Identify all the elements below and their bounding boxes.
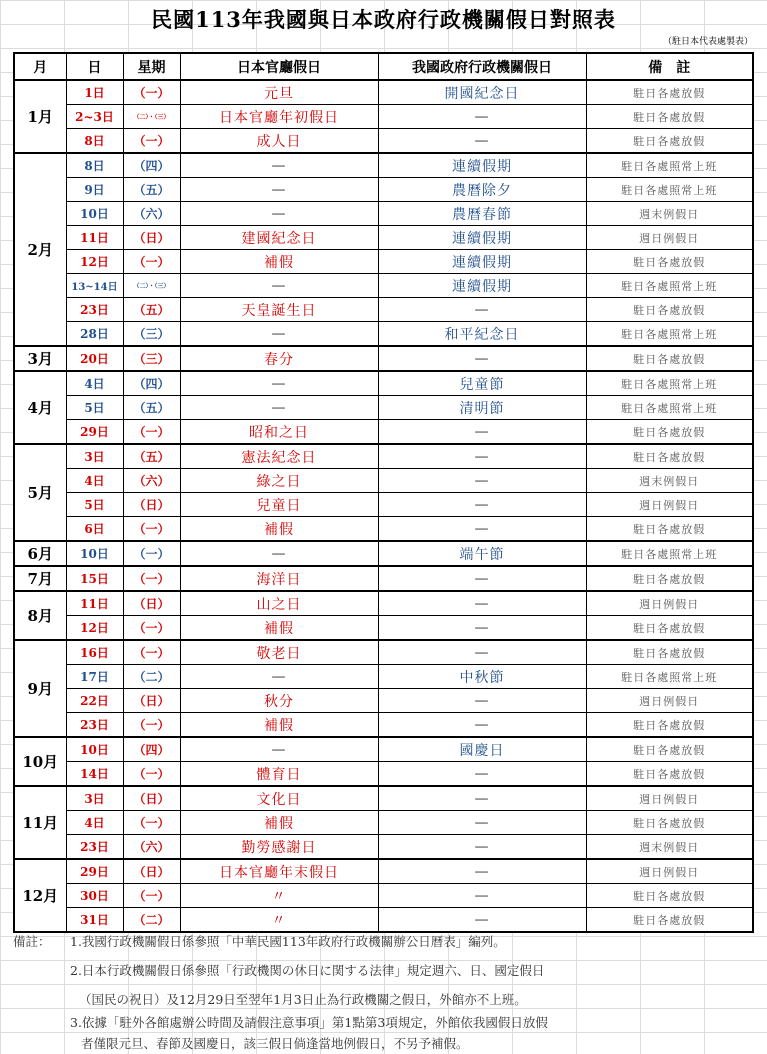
note-cell: 駐日各處放假: [586, 566, 753, 591]
day-cell: 14日: [66, 762, 123, 787]
day-cell: 31日: [66, 908, 123, 933]
tw-holiday-cell: 清明節: [378, 396, 586, 420]
day-cell: 4日: [66, 469, 123, 493]
jp-holiday-cell: 日本官廳年末假日: [180, 859, 378, 884]
weekday-cell: （二）: [123, 908, 180, 933]
remark-line-3: （国民の祝日）及12月29日至翌年1月3日止為行政機關之假日，外館亦不上班。: [79, 992, 527, 1007]
table-row: [14, 396, 753, 420]
month-cell: 1月: [14, 80, 66, 153]
tw-holiday-cell: —: [378, 298, 586, 322]
tw-holiday-cell: —: [378, 420, 586, 445]
table-row: [14, 274, 753, 298]
tw-holiday-cell: —: [378, 444, 586, 469]
weekday-cell: （日）: [123, 226, 180, 250]
jp-holiday-cell: 補假: [180, 713, 378, 738]
table-row: [14, 566, 753, 591]
table-row: [14, 541, 753, 566]
weekday-cell: （日）: [123, 859, 180, 884]
jp-holiday-cell: 昭和之日: [180, 420, 378, 445]
table-row: [14, 737, 753, 762]
weekday-cell: （日）: [123, 591, 180, 616]
table-row: [14, 298, 753, 322]
remark-line-2: 2.日本行政機關假日係參照「行政機関の休日に関する法律」規定週六、日、國定假日: [70, 963, 545, 978]
month-cell: 8月: [14, 591, 66, 640]
table-row: [14, 493, 753, 517]
jp-holiday-cell: 憲法紀念日: [180, 444, 378, 469]
weekday-cell: （一）: [123, 713, 180, 738]
remarks-label: 備註：: [13, 934, 51, 949]
weekday-cell: （四）: [123, 153, 180, 178]
note-cell: 駐日各處放假: [586, 517, 753, 542]
day-cell: 12日: [66, 616, 123, 641]
month-cell: 6月: [14, 541, 66, 566]
jp-holiday-cell: 海洋日: [180, 566, 378, 591]
weekday-cell: （一）: [123, 640, 180, 665]
table-row: [14, 420, 753, 445]
note-cell: 週日例假日: [586, 591, 753, 616]
day-cell: 3日: [66, 444, 123, 469]
jp-holiday-cell: 敬老日: [180, 640, 378, 665]
jp-holiday-cell: —: [180, 541, 378, 566]
weekday-cell: （日）: [123, 689, 180, 713]
day-cell: 1日: [66, 80, 123, 105]
weekday-cell: （四）: [123, 371, 180, 396]
month-cell: 12月: [14, 859, 66, 932]
table-row: [14, 371, 753, 396]
tw-holiday-cell: 中秋節: [378, 665, 586, 689]
note-cell: 駐日各處放假: [586, 346, 753, 371]
tw-holiday-cell: 開國紀念日: [378, 80, 586, 105]
tw-holiday-cell: 和平紀念日: [378, 322, 586, 347]
note-cell: 駐日各處放假: [586, 884, 753, 908]
jp-holiday-cell: —: [180, 737, 378, 762]
table-row: [14, 786, 753, 811]
table-row: [14, 80, 753, 105]
note-cell: 駐日各處放假: [586, 713, 753, 738]
tw-holiday-cell: —: [378, 346, 586, 371]
note-cell: 週末例假日: [586, 835, 753, 860]
jp-holiday-cell: 勤勞感謝日: [180, 835, 378, 860]
weekday-cell: （五）: [123, 396, 180, 420]
table-row: [14, 153, 753, 178]
weekday-cell: （六）: [123, 469, 180, 493]
jp-holiday-cell: —: [180, 274, 378, 298]
weekday-cell: （一）: [123, 884, 180, 908]
header-month: 月: [14, 53, 66, 80]
remark-line-1: 1.我國行政機關假日係參照「中華民國113年政府行政機關辦公日曆表」編列。: [70, 934, 506, 949]
table-row: [14, 202, 753, 226]
note-cell: 駐日各處照常上班: [586, 153, 753, 178]
jp-holiday-cell: —: [180, 371, 378, 396]
header-note: 備 註: [586, 53, 753, 80]
weekday-cell: （二）・（三）: [123, 105, 180, 129]
note-cell: 駐日各處放假: [586, 908, 753, 933]
weekday-cell: （三）: [123, 322, 180, 347]
table-row: [14, 859, 753, 884]
note-cell: 週末例假日: [586, 469, 753, 493]
table-row: [14, 517, 753, 542]
jp-holiday-cell: 兒童日: [180, 493, 378, 517]
weekday-cell: （一）: [123, 250, 180, 274]
day-cell: 2~3日: [66, 105, 123, 129]
jp-holiday-cell: —: [180, 396, 378, 420]
day-cell: 6日: [66, 517, 123, 542]
jp-holiday-cell: 〃: [180, 884, 378, 908]
month-cell: 3月: [14, 346, 66, 371]
note-cell: 駐日各處照常上班: [586, 178, 753, 202]
weekday-cell: （六）: [123, 202, 180, 226]
weekday-cell: （六）: [123, 835, 180, 860]
jp-holiday-cell: 體育日: [180, 762, 378, 787]
jp-holiday-cell: 元旦: [180, 80, 378, 105]
day-cell: 8日: [66, 129, 123, 154]
weekday-cell: （四）: [123, 737, 180, 762]
jp-holiday-cell: 秋分: [180, 689, 378, 713]
holiday-table: [13, 52, 754, 933]
note-cell: 駐日各處放假: [586, 298, 753, 322]
tw-holiday-cell: 連續假期: [378, 250, 586, 274]
table-row: [14, 640, 753, 665]
day-cell: 5日: [66, 396, 123, 420]
jp-holiday-cell: 春分: [180, 346, 378, 371]
tw-holiday-cell: —: [378, 105, 586, 129]
weekday-cell: （五）: [123, 444, 180, 469]
day-cell: 9日: [66, 178, 123, 202]
header-tw-holiday: 我國政府行政機關假日: [378, 53, 586, 80]
weekday-cell: （日）: [123, 786, 180, 811]
jp-holiday-cell: 建國紀念日: [180, 226, 378, 250]
note-cell: 駐日各處放假: [586, 811, 753, 835]
jp-holiday-cell: 補假: [180, 517, 378, 542]
jp-holiday-cell: —: [180, 202, 378, 226]
note-cell: 駐日各處照常上班: [586, 322, 753, 347]
page-subtitle: （駐日本代表處製表）: [662, 37, 753, 47]
day-cell: 23日: [66, 298, 123, 322]
month-cell: 9月: [14, 640, 66, 737]
page-title: 民國113年我國與日本政府行政機關假日對照表: [151, 7, 616, 32]
table-row: [14, 444, 753, 469]
jp-holiday-cell: 天皇誕生日: [180, 298, 378, 322]
day-cell: 13~14日: [66, 274, 123, 298]
tw-holiday-cell: —: [378, 469, 586, 493]
tw-holiday-cell: —: [378, 566, 586, 591]
tw-holiday-cell: —: [378, 689, 586, 713]
table-row: [14, 226, 753, 250]
tw-holiday-cell: 農曆除夕: [378, 178, 586, 202]
tw-holiday-cell: —: [378, 493, 586, 517]
table-row: [14, 322, 753, 347]
day-cell: 23日: [66, 713, 123, 738]
tw-holiday-cell: 國慶日: [378, 737, 586, 762]
day-cell: 11日: [66, 226, 123, 250]
day-cell: 30日: [66, 884, 123, 908]
tw-holiday-cell: —: [378, 835, 586, 860]
tw-holiday-cell: —: [378, 640, 586, 665]
day-cell: 12日: [66, 250, 123, 274]
table-row: [14, 616, 753, 641]
tw-holiday-cell: —: [378, 908, 586, 933]
day-cell: 23日: [66, 835, 123, 860]
jp-holiday-cell: 日本官廳年初假日: [180, 105, 378, 129]
day-cell: 5日: [66, 493, 123, 517]
table-row: [14, 762, 753, 787]
day-cell: 4日: [66, 811, 123, 835]
note-cell: 週日例假日: [586, 859, 753, 884]
tw-holiday-cell: —: [378, 129, 586, 154]
table-row: [14, 591, 753, 616]
day-cell: 15日: [66, 566, 123, 591]
day-cell: 29日: [66, 420, 123, 445]
day-cell: 11日: [66, 591, 123, 616]
day-cell: 16日: [66, 640, 123, 665]
tw-holiday-cell: 連續假期: [378, 226, 586, 250]
weekday-cell: （一）: [123, 517, 180, 542]
jp-holiday-cell: 綠之日: [180, 469, 378, 493]
note-cell: 駐日各處放假: [586, 737, 753, 762]
table-row: [14, 665, 753, 689]
jp-holiday-cell: 補假: [180, 616, 378, 641]
month-cell: 11月: [14, 786, 66, 859]
table-row: [14, 105, 753, 129]
weekday-cell: （一）: [123, 80, 180, 105]
weekday-cell: （一）: [123, 811, 180, 835]
weekday-cell: （一）: [123, 616, 180, 641]
tw-holiday-cell: —: [378, 811, 586, 835]
weekday-cell: （五）: [123, 178, 180, 202]
day-cell: 20日: [66, 346, 123, 371]
header-weekday: 星期: [123, 53, 180, 80]
jp-holiday-cell: 〃: [180, 908, 378, 933]
tw-holiday-cell: —: [378, 713, 586, 738]
weekday-cell: （三）: [123, 346, 180, 371]
day-cell: 17日: [66, 665, 123, 689]
table-row: [14, 250, 753, 274]
jp-holiday-cell: 補假: [180, 811, 378, 835]
note-cell: 週末例假日: [586, 202, 753, 226]
weekday-cell: （一）: [123, 420, 180, 445]
weekday-cell: （五）: [123, 298, 180, 322]
weekday-cell: （二）: [123, 665, 180, 689]
note-cell: 駐日各處放假: [586, 80, 753, 105]
jp-holiday-cell: —: [180, 322, 378, 347]
tw-holiday-cell: 農曆春節: [378, 202, 586, 226]
tw-holiday-cell: —: [378, 786, 586, 811]
tw-holiday-cell: 連續假期: [378, 274, 586, 298]
day-cell: 8日: [66, 153, 123, 178]
table-row: [14, 129, 753, 154]
weekday-cell: （二）・（三）: [123, 274, 180, 298]
tw-holiday-cell: —: [378, 591, 586, 616]
note-cell: 駐日各處放假: [586, 420, 753, 445]
jp-holiday-cell: —: [180, 153, 378, 178]
month-cell: 4月: [14, 371, 66, 444]
tw-holiday-cell: —: [378, 884, 586, 908]
note-cell: 週日例假日: [586, 493, 753, 517]
note-cell: 駐日各處照常上班: [586, 371, 753, 396]
note-cell: 週日例假日: [586, 689, 753, 713]
month-cell: 2月: [14, 153, 66, 346]
note-cell: 駐日各處放假: [586, 762, 753, 787]
weekday-cell: （一）: [123, 566, 180, 591]
table-row: [14, 469, 753, 493]
tw-holiday-cell: —: [378, 517, 586, 542]
table-row: [14, 178, 753, 202]
table-row: [14, 346, 753, 371]
table-row: [14, 835, 753, 860]
note-cell: 駐日各處放假: [586, 129, 753, 154]
remark-line-5: 者僅限元旦、春節及國慶日，該三假日倘逢當地例假日，不另予補假。: [81, 1036, 469, 1051]
weekday-cell: （一）: [123, 541, 180, 566]
weekday-cell: （一）: [123, 129, 180, 154]
table-row: [14, 689, 753, 713]
jp-holiday-cell: 文化日: [180, 786, 378, 811]
table-row: [14, 908, 753, 933]
month-cell: 5月: [14, 444, 66, 541]
tw-holiday-cell: —: [378, 859, 586, 884]
day-cell: 29日: [66, 859, 123, 884]
day-cell: 28日: [66, 322, 123, 347]
tw-holiday-cell: —: [378, 616, 586, 641]
note-cell: 駐日各處放假: [586, 105, 753, 129]
note-cell: 駐日各處放假: [586, 444, 753, 469]
note-cell: 駐日各處照常上班: [586, 541, 753, 566]
note-cell: 駐日各處照常上班: [586, 665, 753, 689]
tw-holiday-cell: 連續假期: [378, 153, 586, 178]
day-cell: 10日: [66, 202, 123, 226]
day-cell: 4日: [66, 371, 123, 396]
holiday-table-body: [14, 80, 753, 932]
weekday-cell: （日）: [123, 493, 180, 517]
header-jp-holiday: 日本官廳假日: [180, 53, 378, 80]
jp-holiday-cell: 成人日: [180, 129, 378, 154]
tw-holiday-cell: 兒童節: [378, 371, 586, 396]
note-cell: 駐日各處照常上班: [586, 396, 753, 420]
note-cell: 駐日各處放假: [586, 616, 753, 641]
table-row: [14, 811, 753, 835]
note-cell: 駐日各處放假: [586, 250, 753, 274]
table-row: [14, 884, 753, 908]
table-row: [14, 713, 753, 738]
tw-holiday-cell: 端午節: [378, 541, 586, 566]
note-cell: 週日例假日: [586, 226, 753, 250]
day-cell: 3日: [66, 786, 123, 811]
jp-holiday-cell: 山之日: [180, 591, 378, 616]
day-cell: 22日: [66, 689, 123, 713]
header-row: [14, 53, 753, 80]
month-cell: 10月: [14, 737, 66, 786]
month-cell: 7月: [14, 566, 66, 591]
jp-holiday-cell: —: [180, 178, 378, 202]
header-day: 日: [66, 53, 123, 80]
note-cell: 駐日各處照常上班: [586, 274, 753, 298]
tw-holiday-cell: —: [378, 762, 586, 787]
day-cell: 10日: [66, 737, 123, 762]
day-cell: 10日: [66, 541, 123, 566]
jp-holiday-cell: 補假: [180, 250, 378, 274]
remark-line-4: 3.依據「駐外各館處辦公時間及請假注意事項」第1點第3項規定，外館依我國假日放假: [70, 1015, 548, 1030]
weekday-cell: （一）: [123, 762, 180, 787]
jp-holiday-cell: —: [180, 665, 378, 689]
note-cell: 週日例假日: [586, 786, 753, 811]
note-cell: 駐日各處放假: [586, 640, 753, 665]
